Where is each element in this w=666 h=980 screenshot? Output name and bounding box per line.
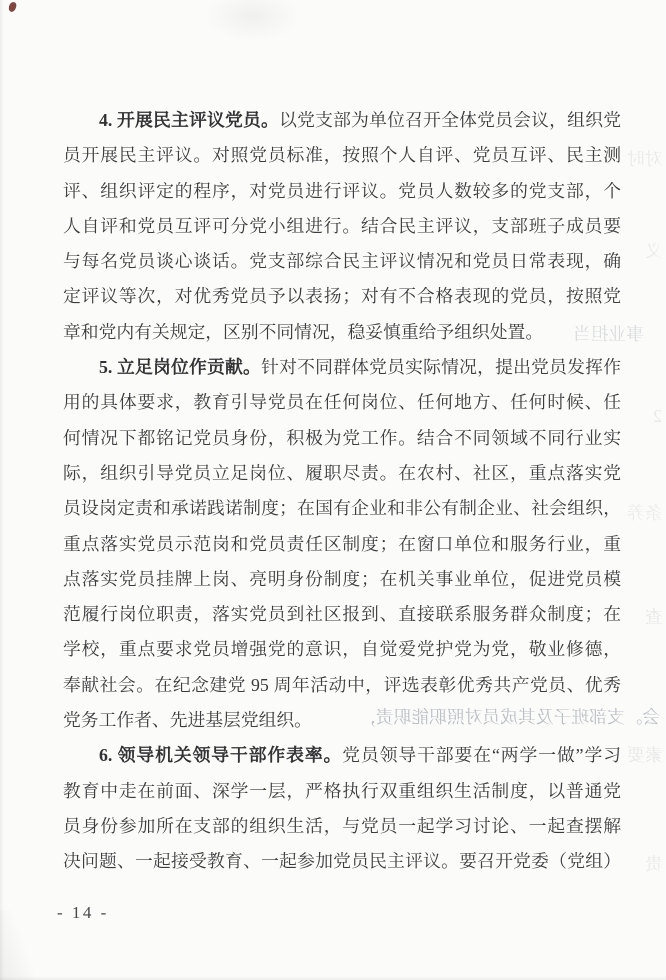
paragraph-5-line: 点落实党员挂牌上岗、亮明身份制度；在机关事业单位，促进党员模 [63, 568, 621, 589]
paragraph-5-line: 党务工作者、先进基层党组织。 [63, 710, 312, 731]
paragraph-4-heading: 4. 开展民主评议党员。 [99, 110, 280, 130]
bleed-through-fragment: 贵 [645, 854, 663, 874]
paragraph-4-line: 员开展民主评议。对照党员标准，按照个人自评、党员互评、民主测 [63, 145, 621, 166]
paragraph-6-text: 党员领导干部要在“两学一做”学习 [342, 745, 621, 766]
paragraph-5-line: 际，组织引导党员立足岗位、履职尽责。在农村、社区，重点落实党 [63, 462, 621, 483]
paragraph-6-line: 教育中走在前面、深学一层，严格执行双重组织生活制度，以普通党 [63, 780, 621, 801]
paragraph-5-line [63, 350, 621, 385]
paragraph-5-text: 针对不同群体党员实际情况，提出党员发挥作 [261, 357, 621, 378]
paragraph-4-line: 章和党内有关规定，区别不同情况，稳妥慎重给予组织处置。 [63, 321, 544, 342]
paragraph-4-line [63, 103, 621, 138]
scan-edge-shadow-bottom [0, 976, 666, 980]
paragraph-5-line: 用的具体要求，教育引导党员在任何岗位、任何地方、任何时候、任 [63, 392, 621, 413]
scan-smudge [205, 0, 300, 42]
paragraph-4-text: 以党支部为单位召开全体党员会议，组织党 [279, 110, 621, 130]
paragraph-5-heading: 5. 立足岗位作贡献。 [99, 357, 262, 378]
paragraph-5-line: 重点落实党员示范岗和党员责任区制度；在窗口单位和服务行业，重 [63, 533, 621, 554]
bleed-through-fragment: 对时 [627, 149, 663, 169]
paragraph-4-line: 与每名党员谈心谈话。党支部综合民主评议情况和党员日常表现，确 [63, 251, 621, 272]
bleed-through-fragment: 事业担当 [572, 324, 644, 344]
paragraph-5-line: 何情况下都铭记党员身份，积极为党工作。结合不同领域不同行业实 [63, 427, 621, 448]
paragraph-4-line: 评、组织评定的程序，对党员进行评议。党员人数较多的党支部，个 [63, 180, 621, 201]
paragraph-6-line: 决问题、一起接受教育、一起参加党员民主评议。要召开党委（党组） [63, 851, 621, 872]
paragraph-6-heading: 6. 领导机关领导干部作表率。 [99, 745, 343, 766]
paragraph-5-line: 学校，重点要求党员增强党的意识，自觉爱党护党为党，敬业修德， [63, 639, 621, 660]
scan-edge-shadow-left [0, 0, 4, 980]
paragraph-5-line: 奉献社会。在纪念建党 95 周年活动中，评选表彰优秀共产党员、优秀 [63, 674, 621, 695]
bleed-through-fragment: 素要 [627, 745, 663, 765]
bleed-through-fragment: 义 [645, 241, 663, 261]
red-ink-speck [8, 1, 17, 12]
paragraph-6-line [63, 738, 621, 773]
paragraph-4-line: 人自评和党员互评可分党小组进行。结合民主评议，支部班子成员要 [63, 215, 621, 236]
page-number: - 14 - [57, 903, 109, 922]
paragraph-4-line: 定评议等次，对优秀党员予以表扬；对有不合格表现的党员，按照党 [63, 286, 621, 307]
paragraph-6-line: 员身份参加所在支部的组织生活，与党员一起学习讨论、一起查摆解 [63, 815, 621, 836]
document-body [63, 103, 621, 880]
bleed-through-fragment: 查 [645, 607, 663, 627]
bleed-through-fragment: 条养 [627, 503, 663, 523]
bleed-through-fragment: 2 [653, 406, 662, 426]
bleed-through-text: 会。支部班子及其成员对照职能职责， [357, 707, 660, 727]
paragraph-5-line: 范履行岗位职责，落实党员到社区报到、直接联系服务群众制度；在 [63, 604, 621, 625]
paragraph-5-line: 员设岗定责和承诺践诺制度；在国有企业和非公有制企业、社会组织， [63, 498, 621, 519]
scan-corner-shadow [0, 910, 34, 980]
